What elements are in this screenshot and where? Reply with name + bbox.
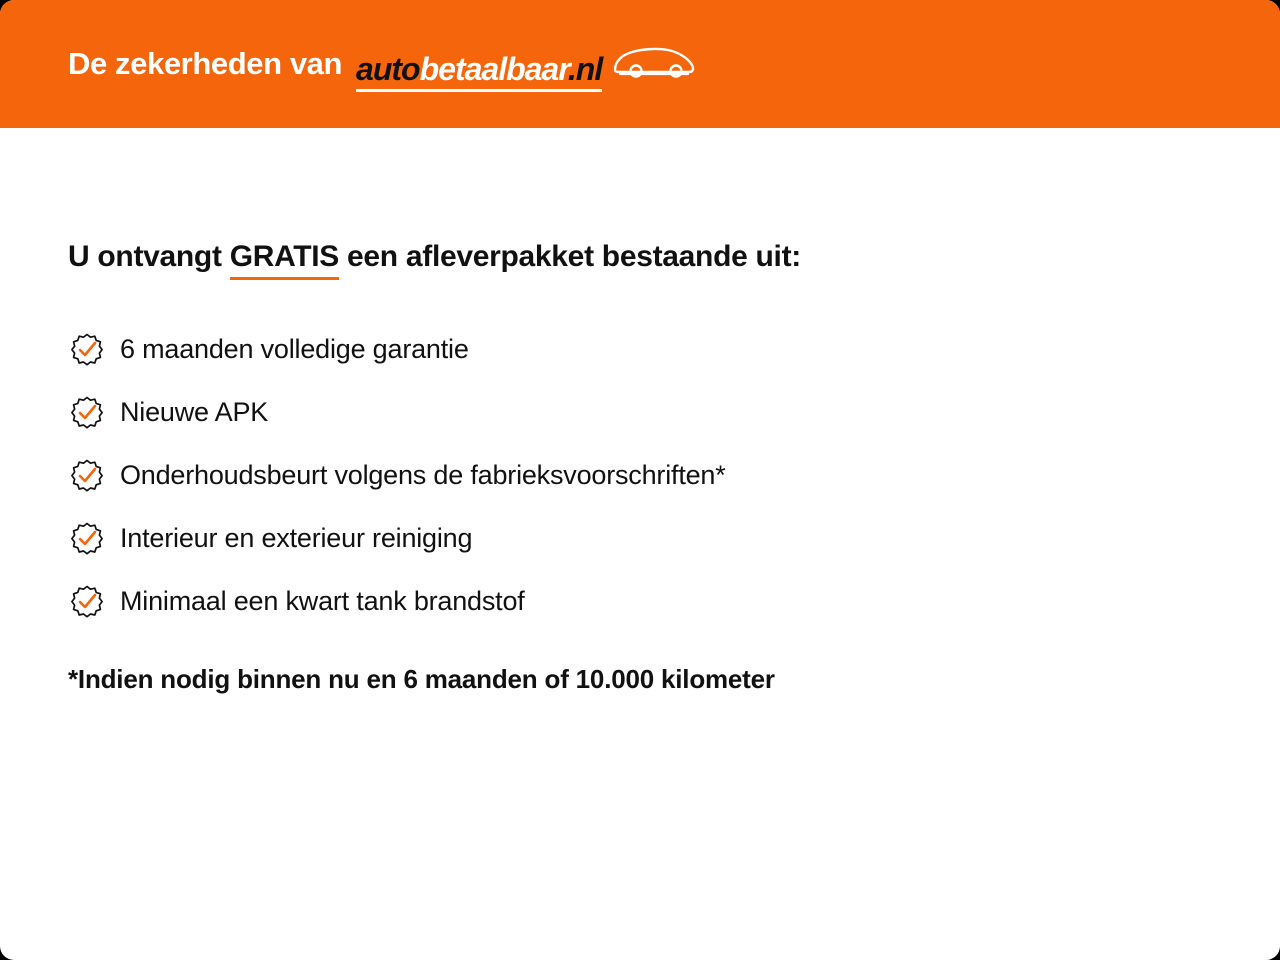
page-title — [68, 240, 1212, 276]
header-bar — [0, 0, 1280, 128]
checkmark-gear-icon — [68, 520, 106, 558]
brand-logo-underline — [356, 89, 602, 92]
list-item-label: Nieuwe APK — [120, 397, 269, 428]
headline-text-before: U ontvangt — [68, 240, 230, 273]
list-item — [68, 456, 1212, 496]
brand-logo-text — [356, 53, 602, 85]
checkmark-gear-icon — [68, 394, 106, 432]
checkmark-gear-icon — [68, 457, 106, 495]
list-item — [68, 519, 1212, 559]
checkmark-gear-icon — [68, 583, 106, 621]
brand-logo — [356, 43, 696, 85]
car-icon — [612, 43, 696, 84]
list-item-label: 6 maanden volledige garantie — [120, 334, 469, 365]
list-item — [68, 393, 1212, 433]
footnote-text: *Indien nodig binnen nu en 6 maanden of 10.000 kilometer — [68, 664, 775, 694]
list-item — [68, 330, 1212, 370]
header-title: De zekerheden van — [68, 46, 343, 81]
list-item-label: Onderhoudsbeurt volgens de fabrieksvoorschriften* — [120, 460, 726, 491]
brand-logo-part-auto: auto — [356, 51, 420, 87]
list-item — [68, 582, 1212, 622]
checkmark-gear-icon — [68, 331, 106, 369]
header-content — [68, 43, 696, 85]
list-item-label: Minimaal een kwart tank brandstof — [120, 586, 525, 617]
main-content — [0, 128, 1280, 695]
list-item-label: Interieur en exterieur reiniging — [120, 523, 473, 554]
headline-highlight-gratis: GRATIS — [230, 240, 339, 276]
benefits-list — [68, 330, 1212, 622]
headline-text-after: een afleverpakket bestaande uit: — [339, 240, 801, 273]
brand-logo-part-nl: .nl — [567, 51, 603, 87]
brand-logo-part-betaalbaar: betaalbaar — [419, 51, 568, 87]
